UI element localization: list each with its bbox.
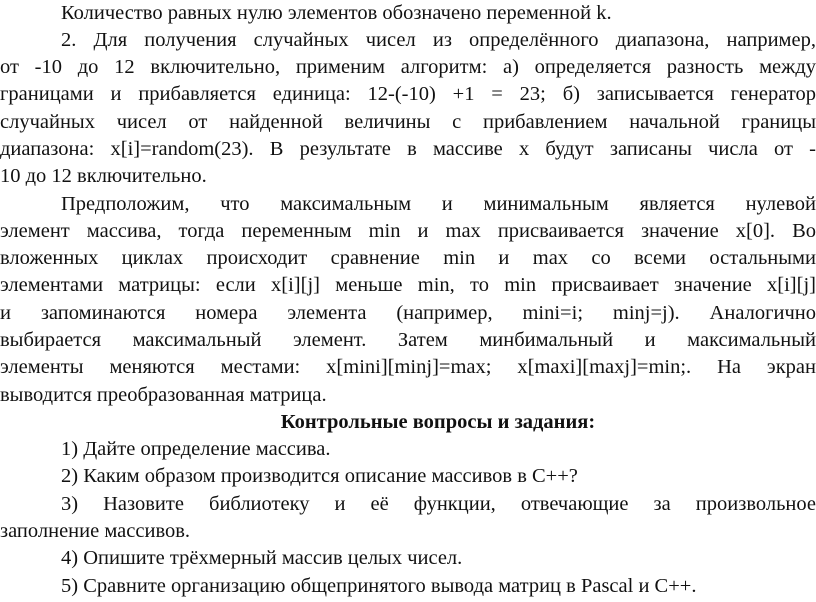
text-line: Количество равных нулю элементов обозначено переменной k. [61,2,612,24]
question-item: 4) Опишите трёхмерный массив целых чисел. [61,547,463,569]
text-line: и запоминаются номера элемента (например, mini=i; minj=j). Аналогично [0,302,816,324]
question-item: 5) Сравните организацию общепринятого вывода матриц в Pascal и C++. [61,575,697,597]
question-item-continuation: заполнение массивов. [0,520,191,542]
text-line: элемент массива, тогда переменным min и max присваивается значение x[0]. Во [0,220,816,242]
text-line: элементы меняются местами: x[mini][minj]=max; x[maxi][maxj]=min;. На экран [0,356,816,378]
question-item: 3) Назовите библиотеку и её функции, отвечающие за произвольное [61,493,816,515]
text-line: элементами матрицы: если x[i][j] меньше min, то min присваивает значение x[i][j] [0,274,816,296]
text-line: 2. Для получения случайных чисел из определённого диапазона, например, [61,29,816,51]
text-line: выводится преобразованная матрица. [0,384,327,406]
text-line: выбирается максимальный элемент. Затем минбимальный и максимальный [0,329,816,351]
question-item: 1) Дайте определение массива. [61,438,331,460]
section-heading: Контрольные вопросы и задания: [280,411,596,433]
text-line: от -10 до 12 включительно, применим алгоритм: а) определяется разность между [0,56,816,78]
text-line: Предположим, что максимальным и минимальным является нулевой [61,193,816,215]
text-line: случайных чисел от найденной величины с прибавлением начальной границы [0,111,816,133]
question-item: 2) Каким образом производится описание массивов в C++? [61,465,578,487]
text-line: диапазона: x[i]=random(23). В результате в массиве x будут записаны числа от - [0,138,816,160]
text-line: вложенных циклах происходит сравнение min и max со всеми остальными [0,247,816,269]
text-line: границами и прибавляется единица: 12-(-10) +1 = 23; б) записывается генератор [0,83,816,105]
text-line: 10 до 12 включительно. [0,165,207,187]
